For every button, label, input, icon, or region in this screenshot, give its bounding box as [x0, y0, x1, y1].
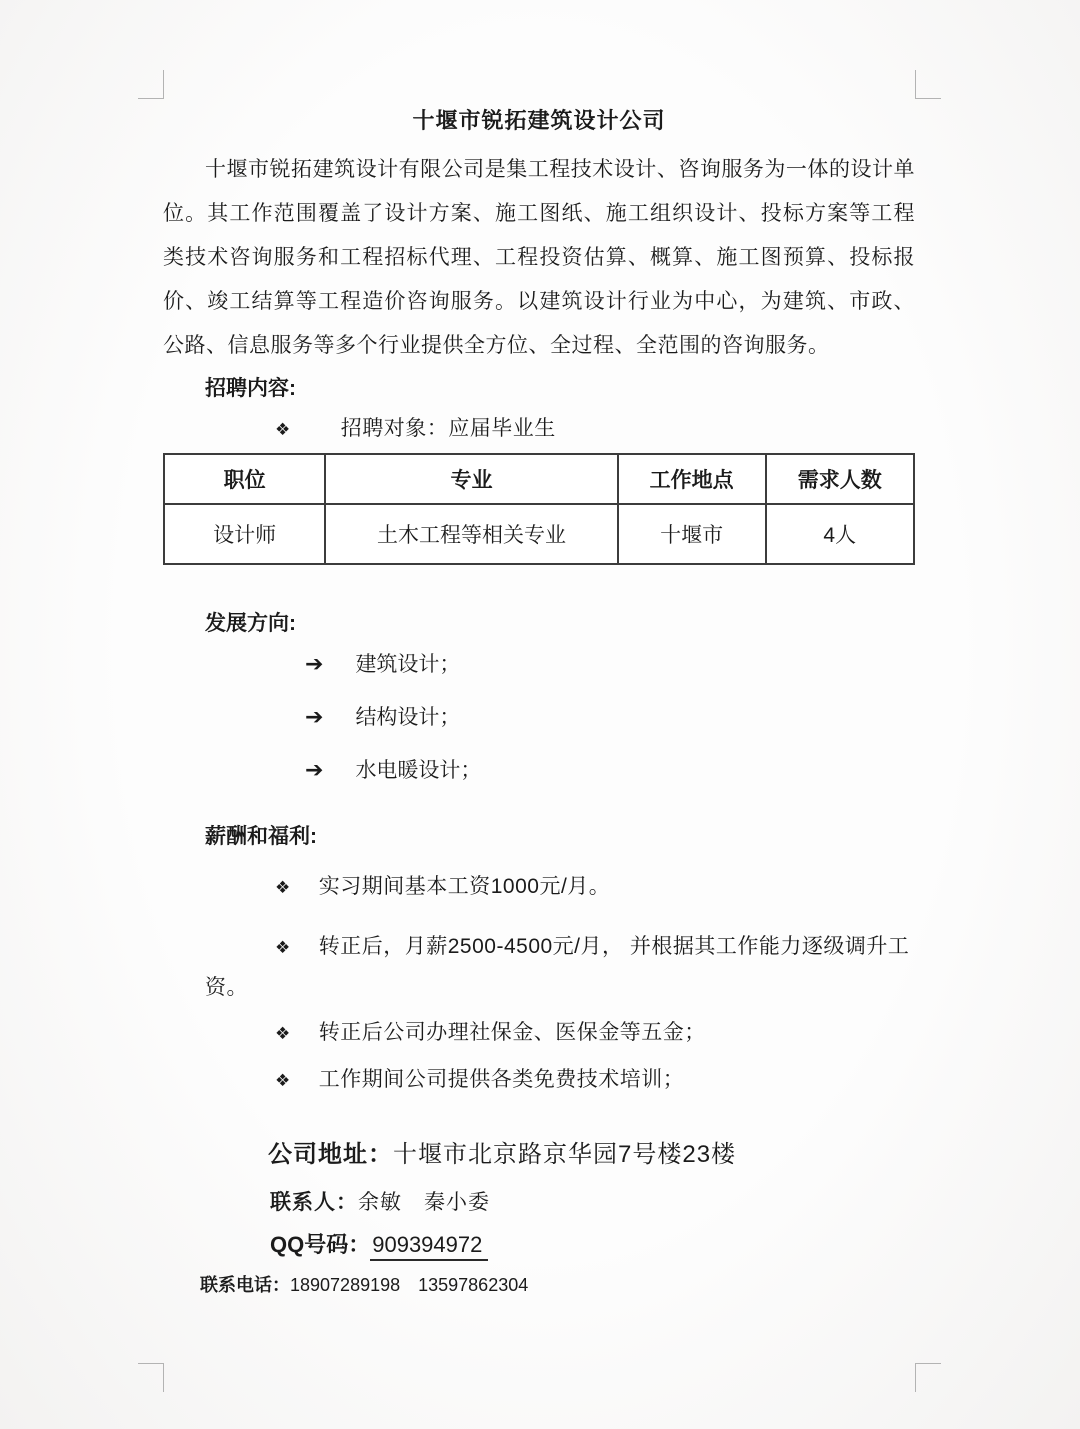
development-item-text: 结构设计；: [355, 706, 461, 729]
contact-person-line: [270, 1188, 915, 1218]
benefit-item: [163, 872, 915, 903]
diamond-bullet-icon: ❖: [275, 1024, 291, 1043]
contact-person-label: 联系人：: [270, 1191, 358, 1214]
benefits-heading: 薪酬和福利:: [205, 825, 317, 848]
cell-position: 设计师: [164, 504, 325, 564]
development-item-text: 水电暖设计；: [355, 759, 482, 782]
header-major: 专业: [325, 454, 618, 504]
benefit-item: [163, 1018, 915, 1049]
recruitment-heading: 招聘内容:: [205, 377, 296, 400]
benefit-item: [163, 1065, 915, 1096]
qq-line: [270, 1230, 915, 1260]
benefit-item-text: 实习期间基本工资1000元/月。: [318, 875, 611, 898]
table-row: [164, 504, 914, 564]
phone-line: [200, 1272, 915, 1298]
qq-label: QQ号码：: [270, 1232, 371, 1257]
crop-mark-bottom-right: [915, 1363, 941, 1392]
diamond-bullet-icon: ❖: [275, 420, 291, 439]
crop-mark-top-left: [138, 70, 164, 99]
development-list: [163, 649, 915, 786]
benefit-item-text: 转正后，月薪2500-4500元/月， 并根据其工作能力逐级调升工资。: [205, 935, 910, 999]
benefit-item-text: 工作期间公司提供各类免费技术培训；: [318, 1068, 685, 1091]
recruitment-target-item: [163, 414, 915, 445]
company-intro-paragraph: 十堰市锐拓建筑设计有限公司是集工程技术设计、咨询服务为一体的设计单位。其工作范围覆盖了设计方案、施工图纸、施工组织设计、投标方案等工程类技术咨询服务和工程招标代理、工程投资估算、概算、施工图预算、投标报价、竣工结算等工程造价咨询服务。以建筑设计行业为中心，为建筑、市政、公路、信息服务等多个行业提供全方位、全过程、全范围的咨询服务。: [163, 158, 915, 357]
development-item: [163, 755, 915, 786]
qq-number: 909394972: [370, 1232, 488, 1261]
crop-mark-bottom-left: [138, 1363, 164, 1392]
benefit-item: [163, 927, 915, 1008]
development-heading: 发展方向:: [205, 612, 296, 635]
contact-block: [163, 1138, 915, 1298]
table-header-row: [164, 454, 914, 504]
address-label: 公司地址：: [268, 1141, 393, 1168]
development-item: [163, 649, 915, 680]
header-position: 职位: [164, 454, 325, 504]
development-item-text: 建筑设计；: [355, 653, 461, 676]
document-title: 十堰市锐拓建筑设计公司: [412, 108, 666, 133]
diamond-bullet-icon: ❖: [275, 878, 291, 897]
positions-table: [163, 453, 915, 565]
document-page: [163, 98, 915, 1298]
cell-location: 十堰市: [618, 504, 766, 564]
benefit-item-text: 转正后公司办理社保金、医保金等五金；: [318, 1021, 706, 1044]
company-address-line: [268, 1138, 915, 1172]
header-headcount: 需求人数: [766, 454, 915, 504]
contact-person-value: 余敏 秦小委: [358, 1191, 490, 1214]
phone-numbers: 18907289198 13597862304: [290, 1275, 529, 1295]
crop-mark-top-right: [915, 70, 941, 99]
address-value: 十堰市北京路京华园7号楼23楼: [393, 1141, 737, 1168]
phone-label: 联系电话：: [200, 1275, 290, 1295]
arrow-bullet-icon: ➔: [305, 757, 324, 782]
arrow-bullet-icon: ➔: [305, 704, 324, 729]
diamond-bullet-icon: ❖: [275, 1071, 291, 1090]
development-item: [163, 702, 915, 733]
header-location: 工作地点: [618, 454, 766, 504]
cell-headcount: 4人: [766, 504, 915, 564]
arrow-bullet-icon: ➔: [305, 651, 324, 676]
cell-major: 土木工程等相关专业: [325, 504, 618, 564]
recruitment-target-text: 招聘对象：应届毕业生: [340, 417, 556, 440]
diamond-bullet-icon: ❖: [275, 938, 291, 957]
